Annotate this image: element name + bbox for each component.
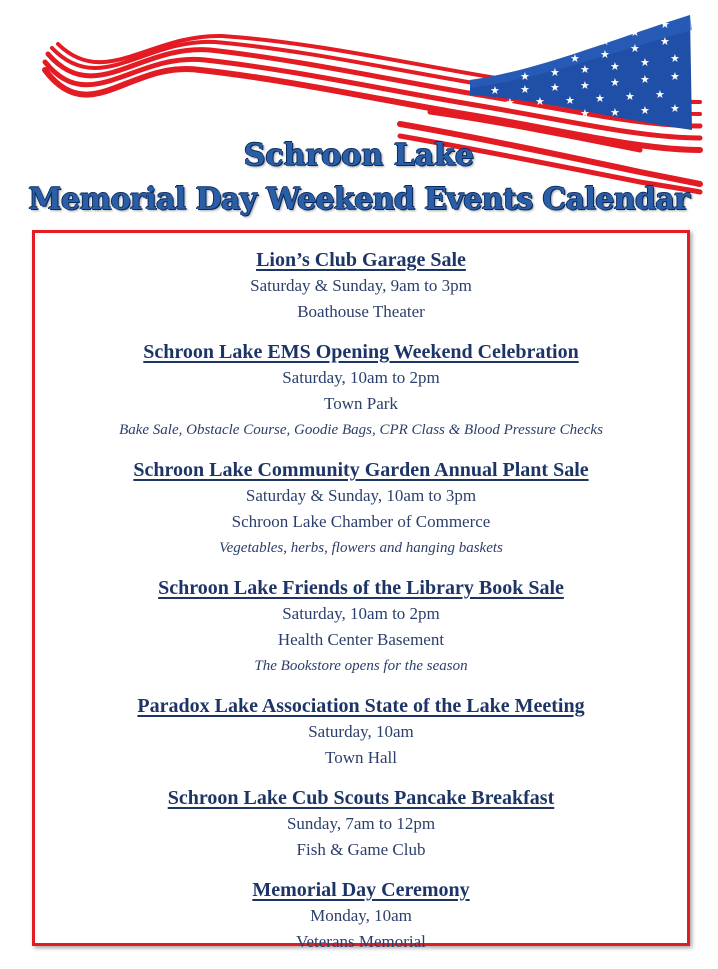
svg-text:★: ★ [580,79,590,92]
svg-text:★: ★ [625,90,635,103]
event-title: Schroon Lake Community Garden Annual Plant Sale [133,459,589,481]
event-item [35,785,687,863]
svg-text:★: ★ [670,102,680,115]
svg-text:★: ★ [565,94,575,107]
svg-text:★: ★ [505,96,515,109]
event-location: Town Park [324,394,398,413]
svg-text:★: ★ [600,48,610,61]
event-location: Town Hall [325,748,397,767]
event-title: Memorial Day Ceremony [252,879,470,901]
event-item [35,247,687,325]
events-list [35,247,687,969]
svg-text:★: ★ [595,92,605,105]
svg-text:★: ★ [610,76,620,89]
event-time: Sunday, 7am to 12pm [286,814,436,833]
event-location: Health Center Basement [277,630,445,649]
event-location: Boathouse Theater [297,302,425,321]
event-location: Veterans Memorial [296,932,426,951]
svg-text:★: ★ [520,83,530,96]
event-item [35,339,687,443]
svg-text:★: ★ [670,70,680,83]
event-note: The Bookstore opens for the season [254,658,468,674]
event-location: Fish & Game Club [296,840,426,859]
svg-text:★: ★ [490,84,500,97]
page-title-line-2: Memorial Day Weekend Events Calendar [28,182,690,217]
svg-text:★: ★ [550,66,560,79]
event-time: Saturday, 10am to 2pm [282,604,440,623]
svg-text:★: ★ [580,63,590,76]
svg-text:★: ★ [610,60,620,73]
svg-text:★: ★ [640,56,650,69]
event-note: Bake Sale, Obstacle Course, Goodie Bags, CPR Class & Blood Pressure Checks [119,422,603,438]
svg-text:★: ★ [660,35,670,48]
svg-text:★: ★ [670,52,680,65]
event-note: Vegetables, herbs, flowers and hanging baskets [219,540,503,556]
svg-text:★: ★ [640,104,650,117]
event-time: Saturday & Sunday, 10am to 3pm [245,486,477,505]
event-title: Schroon Lake Cub Scouts Pancake Breakfast [167,787,555,809]
svg-text:★: ★ [630,42,640,55]
event-item [35,457,687,561]
event-item [35,877,687,955]
event-item [35,693,687,771]
event-time: Saturday, 10am to 2pm [282,368,440,387]
svg-text:★: ★ [630,26,640,39]
svg-text:★: ★ [520,70,530,83]
event-title: Schroon Lake Friends of the Library Book Sale [158,577,564,599]
svg-text:★: ★ [570,52,580,65]
svg-text:★: ★ [660,18,670,31]
svg-text:★: ★ [535,95,545,108]
svg-text:★: ★ [655,88,665,101]
events-frame [32,230,690,951]
event-time: Saturday, 10am [308,722,414,741]
event-title: Lion’s Club Garage Sale [256,249,466,271]
svg-text:★: ★ [600,35,610,48]
svg-text:★: ★ [610,106,620,119]
event-location: Schroon Lake Chamber of Commerce [231,512,491,531]
event-title: Schroon Lake EMS Opening Weekend Celebration [143,341,579,363]
event-time: Saturday & Sunday, 9am to 3pm [250,276,472,295]
event-time: Monday, 10am [310,906,412,925]
event-title: Paradox Lake Association State of the Lake Meeting [137,695,585,717]
event-item [35,575,687,679]
svg-text:★: ★ [640,73,650,86]
svg-text:★: ★ [580,107,590,120]
page-title-line-1: Schroon Lake [243,138,475,173]
svg-text:★: ★ [550,81,560,94]
